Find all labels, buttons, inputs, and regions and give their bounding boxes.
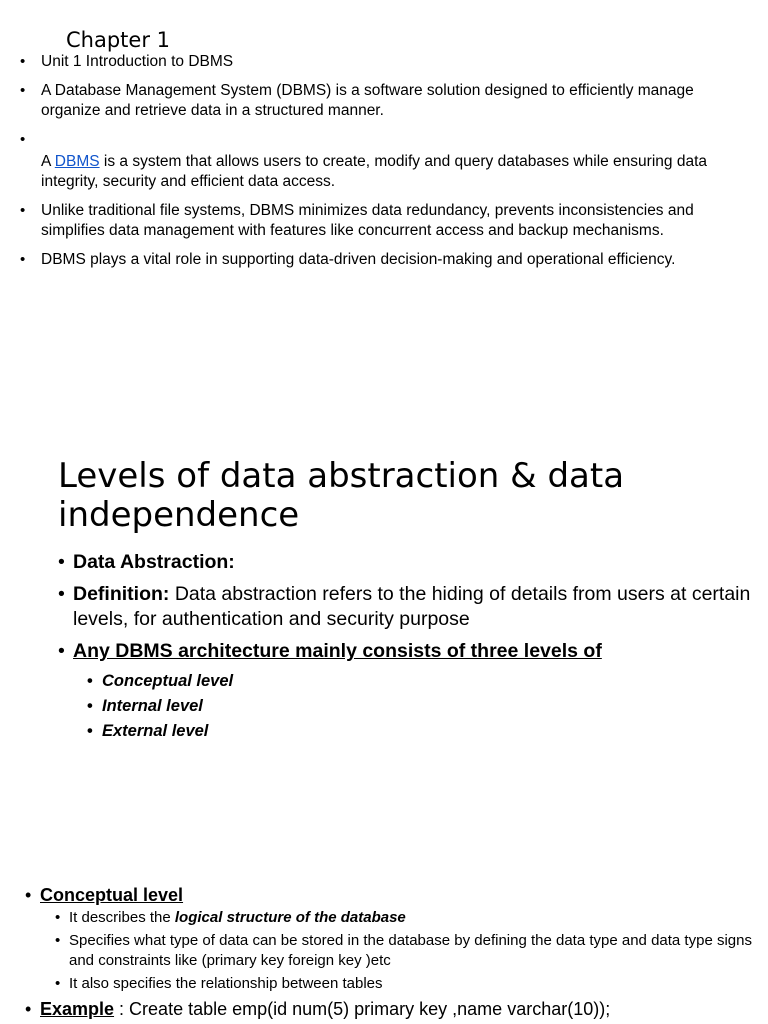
list-item [58, 550, 758, 575]
bullet-icon: • [55, 909, 61, 926]
dbms-link[interactable]: DBMS [54, 152, 100, 170]
abstraction-bullet-list [58, 550, 758, 744]
level-text: Conceptual level [102, 672, 234, 690]
list-item-text: is a system that allows users to create, modify and query databases while ensuring data integrity, security and efficient data access. [41, 152, 707, 190]
bullet-icon: • [20, 53, 26, 70]
list-item [25, 997, 760, 1022]
list-item [25, 974, 760, 994]
bullet-icon: • [25, 885, 32, 905]
bullet-icon: • [20, 130, 26, 148]
definition-text: Data abstraction refers to the hiding of details from users at certain levels, for authentication and security purpose [73, 583, 751, 630]
conceptual-level-heading: Conceptual level [40, 885, 184, 905]
list-item [20, 201, 755, 242]
bullet-icon: • [55, 975, 61, 992]
level-text: External level [102, 722, 209, 740]
bullet-icon: • [87, 672, 93, 690]
list-item-text: Unit 1 Introduction to DBMS [41, 53, 234, 70]
list-item-text-prefix: A [41, 152, 55, 170]
list-item-text: DBMS plays a vital role in supporting data-driven decision-making and operational efficiency. [41, 250, 676, 268]
bullet-icon: • [87, 722, 93, 740]
list-item [20, 250, 755, 271]
abstraction-title: Levels of data abstraction & data independence [58, 456, 625, 535]
example-label: Example [40, 999, 115, 1019]
bullet-icon: • [58, 551, 65, 573]
list-item [20, 52, 755, 73]
bullet-icon: • [25, 999, 32, 1019]
list-item [25, 883, 760, 908]
level-item [58, 694, 758, 719]
bullet-icon: • [20, 201, 26, 219]
conceptual-level-list [25, 883, 760, 1022]
chapter-title: Chapter 1 [66, 28, 170, 52]
level-text: Internal level [102, 697, 203, 715]
list-item [20, 152, 755, 193]
intro-bullet-list [20, 52, 755, 278]
architecture-text: Any DBMS architecture mainly consists of three levels of [73, 640, 602, 662]
list-item-text: A Database Management System (DBMS) is a software solution designed to efficiently manage organize and retrieve data in a structured manner. [41, 81, 694, 119]
list-item-text: Specifies what type of data can be stored in the database by defining the data type and data type signs and constraints like (primary key foreign key )etc [69, 932, 752, 969]
data-abstraction-label: Data Abstraction: [73, 551, 235, 573]
logical-structure-emphasis: logical structure of the database [174, 909, 406, 926]
bullet-icon: • [58, 640, 65, 662]
level-item [58, 669, 758, 694]
list-item [20, 81, 755, 122]
definition-label: Definition: [73, 583, 170, 605]
list-item-text: Unlike traditional file systems, DBMS minimizes data redundancy, prevents inconsistencies and simplifies data management with features like concurrent access and backup mechanisms. [41, 201, 694, 239]
list-item [58, 639, 758, 664]
list-item [58, 582, 758, 632]
bullet-icon: • [20, 250, 26, 268]
example-code-text: : Create table emp(id num(5) primary key ,name varchar(10)); [114, 999, 611, 1019]
levels-sub-list [58, 669, 758, 744]
bullet-icon: • [58, 583, 65, 605]
list-item-text-prefix: It describes the [69, 909, 175, 926]
bullet-icon: • [55, 932, 61, 949]
bullet-icon: • [87, 697, 93, 715]
bullet-icon: • [20, 81, 26, 99]
list-item [25, 908, 760, 928]
level-item [58, 719, 758, 744]
conceptual-sub-list [25, 908, 760, 994]
empty-list-item [20, 130, 755, 150]
list-item-text: It also specifies the relationship between tables [69, 975, 383, 992]
list-item [25, 931, 760, 971]
